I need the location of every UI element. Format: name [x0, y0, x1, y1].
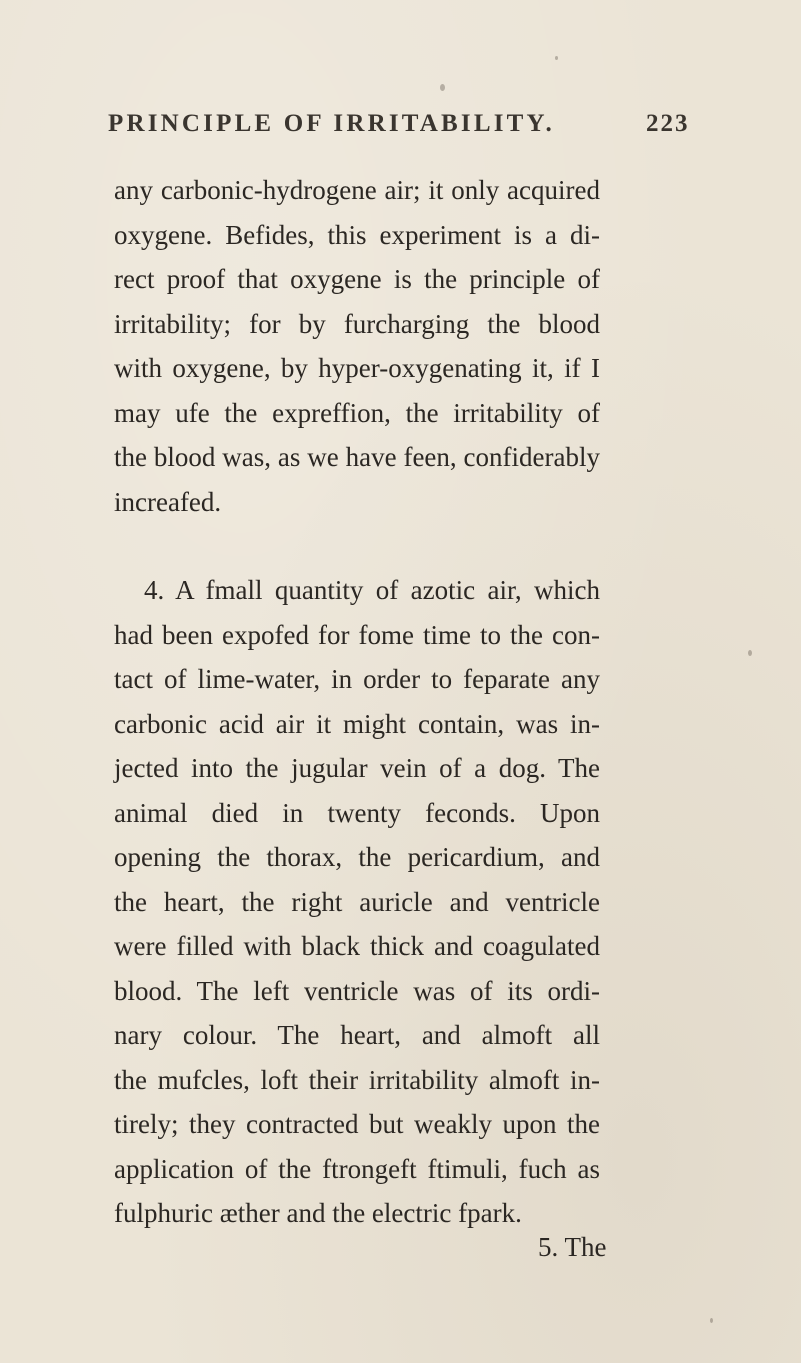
text-line: rect proof that oxygene is the principle of [114, 264, 600, 294]
paper-speck [555, 56, 558, 60]
paper-speck [748, 650, 752, 656]
text-line: nary colour. The heart, and almoft all [114, 1020, 600, 1050]
text-line: were filled with black thick and coagulated [114, 931, 600, 961]
text-line: application of the ftrongeft ftimuli, fuch as [114, 1153, 600, 1184]
running-head [108, 110, 708, 150]
text-line: the heart, the right auricle and ventricle [114, 886, 600, 917]
paper-speck [710, 1318, 713, 1323]
paper-speck [440, 84, 445, 91]
text-line: irritability; for by furcharging the blood [114, 308, 600, 339]
text-line: any carbonic-hydrogene air; it only acquired [114, 175, 600, 205]
text-line: jected into the jugular vein of a dog. The [114, 753, 600, 783]
text-line: the mufcles, loft their irritability almoft in- [114, 1064, 600, 1095]
paragraph [114, 168, 600, 524]
text-line: increafed. [114, 486, 222, 517]
text-line: tact of lime-water, in order to feparate any [114, 664, 600, 694]
running-head-title: PRINCIPLE OF IRRITABILITY. [108, 110, 555, 137]
text-line: tirely; they contracted but weakly upon the [114, 1109, 600, 1139]
body-text [114, 168, 600, 1236]
paragraph-gap [114, 524, 600, 568]
text-line: blood. The left ventricle was of its ordi- [114, 975, 600, 1006]
text-line: carbonic acid air it might contain, was in- [114, 708, 600, 739]
text-line: fulphuric æther and the electric fpark. [114, 1198, 522, 1228]
text-line: the blood was, as we have feen, confiderably [114, 442, 600, 472]
paragraph [114, 568, 600, 1236]
catchword: 5. The [538, 1232, 607, 1262]
text-line: 4. A fmall quantity of azotic air, which [144, 575, 600, 605]
text-line: opening the thorax, the pericardium, and [114, 842, 600, 872]
text-line: had been expofed for fome time to the con- [114, 619, 600, 650]
text-line: oxygene. Befides, this experiment is a di- [114, 219, 600, 250]
page-number: 223 [646, 110, 690, 137]
text-line: animal died in twenty feconds. Upon [114, 797, 600, 828]
text-line: may ufe the expreffion, the irritability of [114, 397, 600, 428]
text-line: with oxygene, by hyper-oxygenating it, if I [114, 353, 600, 383]
